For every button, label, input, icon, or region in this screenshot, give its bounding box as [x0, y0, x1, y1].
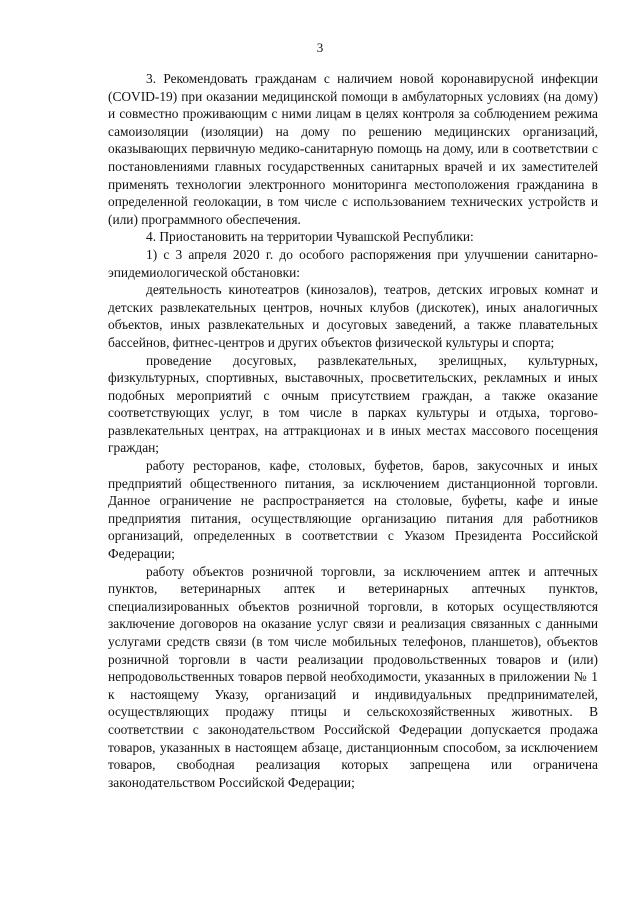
paragraph-events: проведение досуговых, развлекательных, зрелищных, культурных, физкультурных, спортивных, выставочных, просветительских, рекламных и иных подобных мероприятий с очным присутствием граждан, а также оказание соответствующих услуг, в том числе в парках культуры и отдыха, торгово-развлекательных центрах, на аттракционах и в иных местах массового посещения граждан; [108, 352, 598, 456]
page-number: 3 [316, 40, 324, 55]
paragraph-cinemas-theatres: деятельность кинотеатров (кинозалов), театров, детских игровых комнат и детских развлекательных центров, ночных клубов (дискотек), иных аналогичных объектов, иных развлекательных и досуговых заведений, а также плавательных бассейнов, фитнес-центров и других объектов физической культуры и спорта; [108, 282, 598, 350]
paragraph-item-3-recommendation: 3. Рекомендовать гражданам с наличием новой коронавирусной инфекции (COVID-19) при оказании медицинской помощи в амбулаторных условиях (на дому) и совместно проживающим с ними лицам в целях контроля за соблюдением режима самоизоляции (изоляции) на дому по решению медицинских организаций, оказывающих первичную медико-санитарную помощь на дому, или в соответствии с постановлениями главных государственных санитарных врачей и их заместителей применять технологии электронного мониторинга местоположения гражданина в определенной геолокации, в том числе с использованием технических устройств и (или) программного обеспечения. [108, 71, 598, 227]
paragraph-retail: работу объектов розничной торговли, за исключением аптек и аптечных пунктов, ветеринарных аптек и ветеринарных аптечных пунктов, специализированных объектов розничной торговли, в которых осуществляются заключение договоров на оказание услуг связи и реализация связанных с данными услугами средств связи (в том числе мобильных телефонов, планшетов), объектов розничной торговли в части реализации продовольственных товаров и (или) непродовольственных товаров первой необходимости, указанных в приложении № 1 к настоящему Указу, организаций и индивидуальных предпринимателей, осуществляющих продажу птицы и сельскохозяйственных животных. В соответствии с законодательством Российской Федерации допускается продажа товаров, указанных в настоящем абзаце, дистанционным способом, за исключением товаров, свободная реализация которых запрещена или ограничена законодательством Российской Федерации; [108, 563, 598, 790]
paragraph-restaurants: работу ресторанов, кафе, столовых, буфетов, баров, закусочных и иных предприятий общественного питания, за исключением дистанционной торговли. Данное ограничение не распространяется на столовые, буфеты, кафе и иные предприятия питания, осуществляющие организацию питания для работников организаций, определенных в соответствии с Указом Президента Российской Федерации; [108, 458, 598, 562]
paragraph-subitem-1-date: 1) с 3 апреля 2020 г. до особого распоряжения при улучшении санитарно-эпидемиологической обстановки: [108, 246, 598, 280]
paragraph-item-4-suspend: 4. Приостановить на территории Чувашской Республики: [146, 229, 474, 245]
document-body [108, 70, 598, 791]
